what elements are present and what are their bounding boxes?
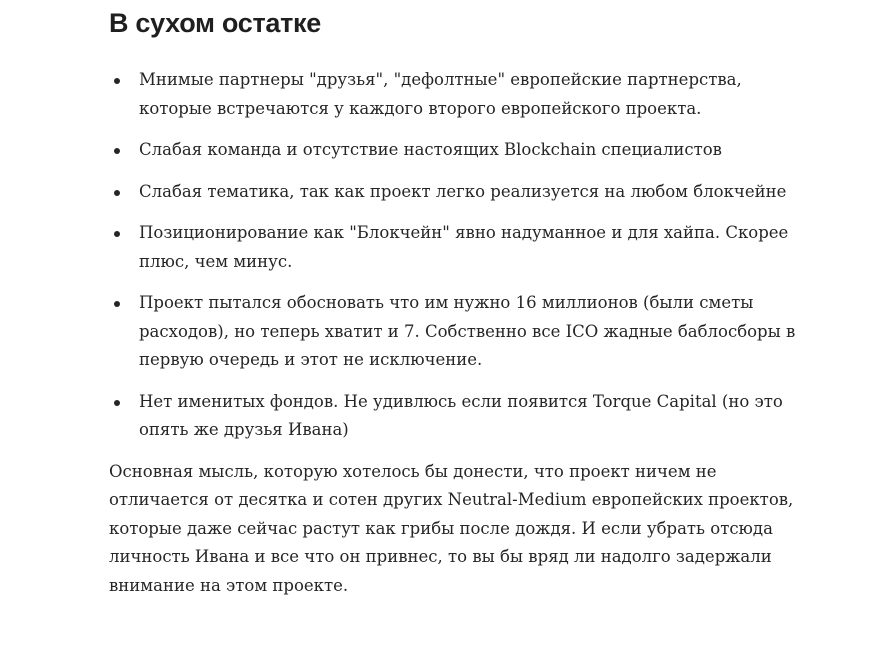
list-item-text: Слабая команда и отсутствие настоящих Blockchain специалистов [139, 140, 722, 159]
list-item-text: Позиционирование как "Блокчейн" явно надуманное и для хайпа. Скорее плюс, чем минус. [139, 223, 789, 271]
list-item [109, 136, 809, 165]
list-item-text: Нет именитых фондов. Не удивлюсь если появится Torque Capital (но это опять же друзья Ивана) [139, 391, 783, 439]
list-item [109, 388, 809, 445]
bullet-dot-icon [114, 148, 120, 154]
list-item [109, 66, 809, 123]
section-heading: В сухом остатке [109, 8, 321, 38]
article-body [109, 0, 809, 600]
list-item-text: Проект пытался обосновать что им нужно 16 миллионов (были сметы расходов), но теперь хватит и 7. Собственно все ICO жадные баблосборы в первую очередь и этот не исключение. [139, 293, 796, 369]
bullet-dot-icon [114, 400, 120, 406]
bullet-dot-icon [114, 78, 120, 84]
bullet-dot-icon [114, 231, 120, 237]
bullet-dot-icon [114, 190, 120, 196]
list-item [109, 219, 809, 276]
list-item-text: Слабая тематика, так как проект легко реализуется на любом блокчейне [139, 181, 787, 201]
list-item [109, 289, 809, 375]
bullet-dot-icon [114, 301, 120, 307]
list-item [109, 178, 809, 207]
list-item-text: Мнимые партнеры "друзья", "дефолтные" европейские партнерства, которые встречаются у каждого второго европейского проекта. [139, 70, 742, 118]
bullet-list [109, 66, 809, 445]
summary-paragraph: Основная мысль, которую хотелось бы донести, что проект ничем не отличается от десятка и сотен других Neutral-Medium европейских проектов, которые даже сейчас растут как грибы после дождя. И если убрать отсюда личность Ивана и все что он привнес, то вы бы вряд ли надолго задержали внимание на этом проекте. [109, 461, 794, 595]
